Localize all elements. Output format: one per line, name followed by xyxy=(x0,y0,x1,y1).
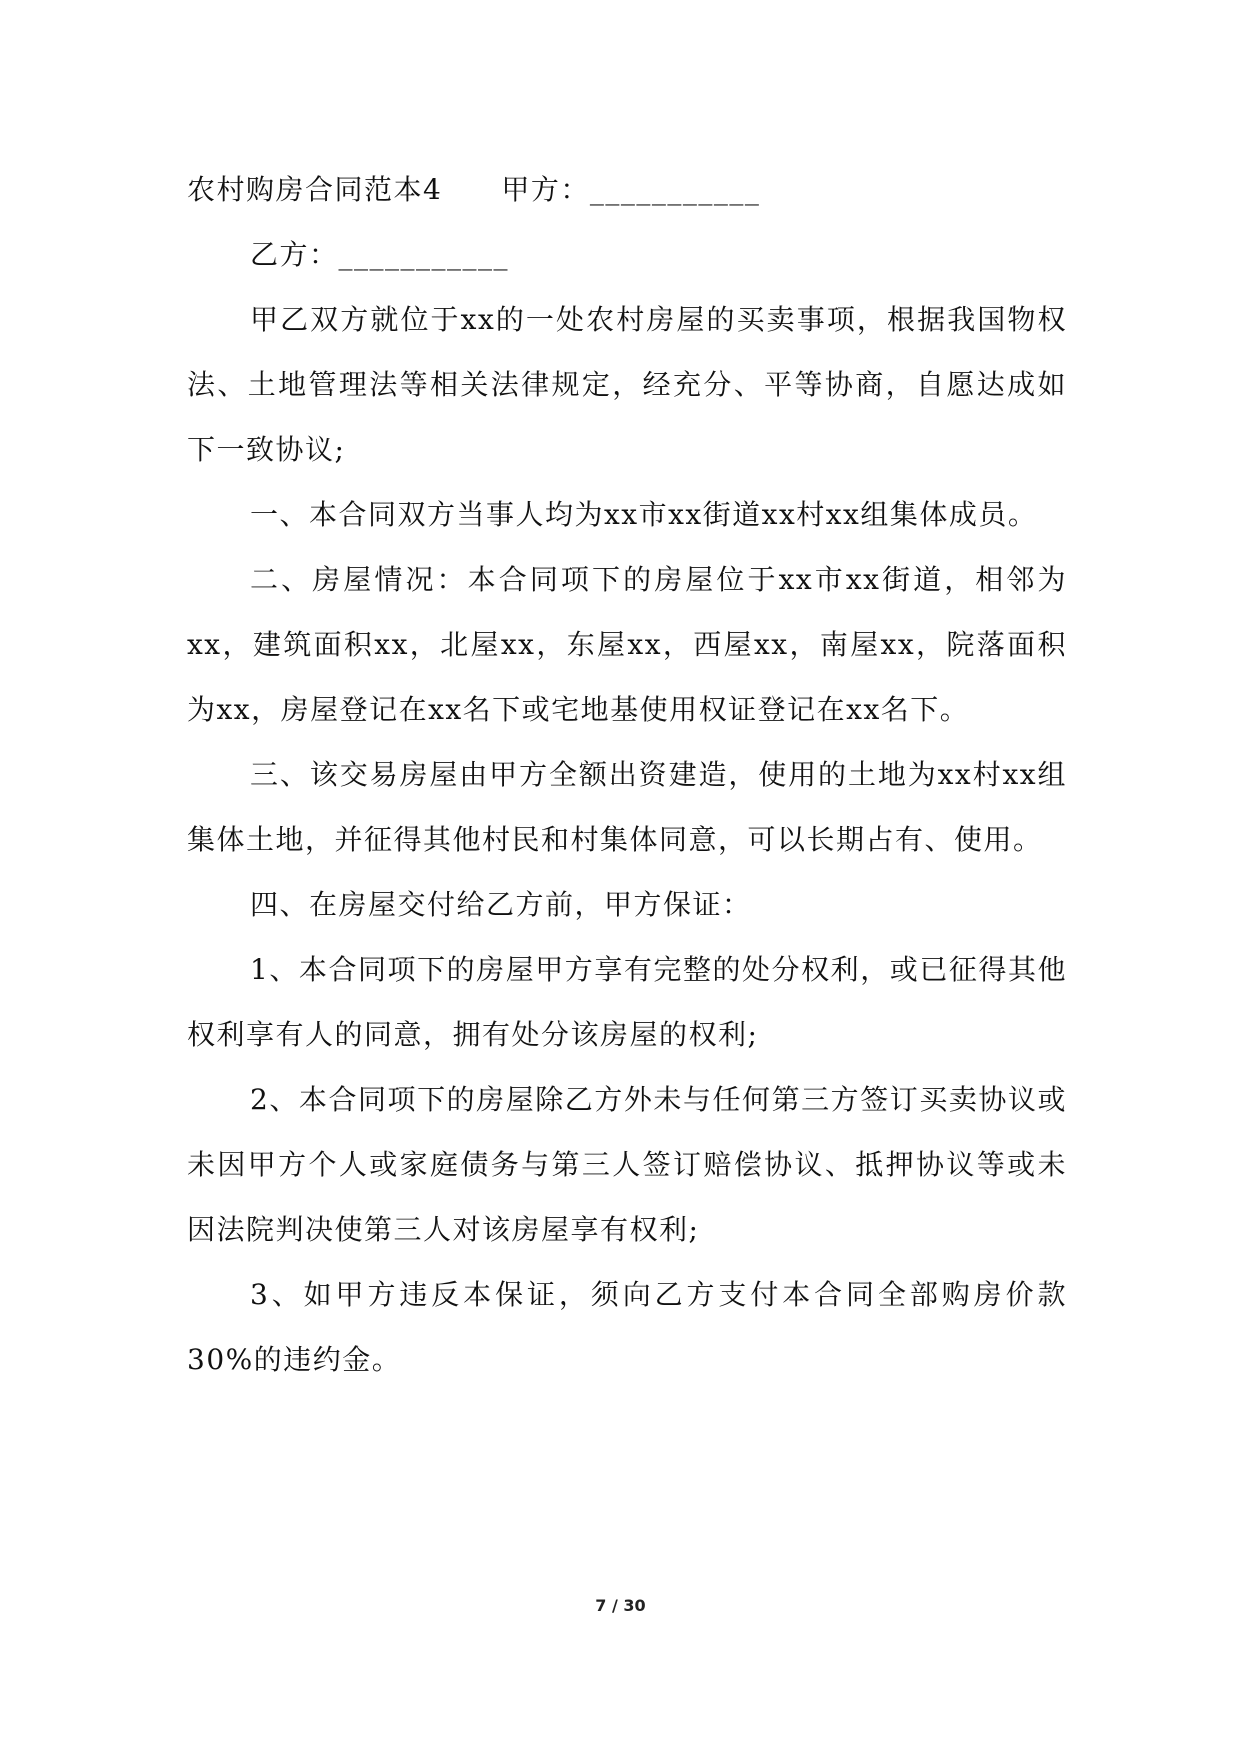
clause-4-item-2: 2、本合同项下的房屋除乙方外未与任何第三方签订买卖协议或未因甲方个人或家庭债务与第三人签订赔偿协议、抵押协议等或未因法院判决使第三人对该房屋享有权利; xyxy=(187,1083,1067,1246)
document-body xyxy=(187,157,1067,1392)
clause-4-item-3: 3、如甲方违反本保证，须向乙方支付本合同全部购房价款30%的违约金。 xyxy=(187,1278,1067,1376)
preamble-paragraph: 甲乙双方就位于xx的一处农村房屋的买卖事项，根据我国物权法、土地管理法等相关法律规定，经充分、平等协商，自愿达成如下一致协议; xyxy=(187,303,1067,466)
clause-4-heading: 四、在房屋交付给乙方前，甲方保证： xyxy=(250,888,752,921)
clause-3-paragraph: 三、该交易房屋由甲方全额出资建造，使用的土地为xx村xx组集体土地，并征得其他村民和村集体同意，可以长期占有、使用。 xyxy=(187,758,1067,856)
clause-4-item-1: 1、本合同项下的房屋甲方享有完整的处分权利，或已征得其他权利享有人的同意，拥有处分该房屋的权利; xyxy=(187,953,1067,1051)
title-line: 农村购房合同范本4 甲方：___________ xyxy=(187,173,761,206)
clause-1-paragraph: 一、本合同双方当事人均为xx市xx街道xx村xx组集体成员。 xyxy=(250,498,1038,531)
party-b-line: 乙方：___________ xyxy=(250,238,510,271)
clause-2-paragraph: 二、房屋情况：本合同项下的房屋位于xx市xx街道，相邻为xx，建筑面积xx，北屋xx，东屋xx，西屋xx，南屋xx，院落面积为xx，房屋登记在xx名下或宅地基使用权证登记在xx名下。 xyxy=(187,563,1067,726)
page-number: 7 / 30 xyxy=(595,1596,646,1615)
